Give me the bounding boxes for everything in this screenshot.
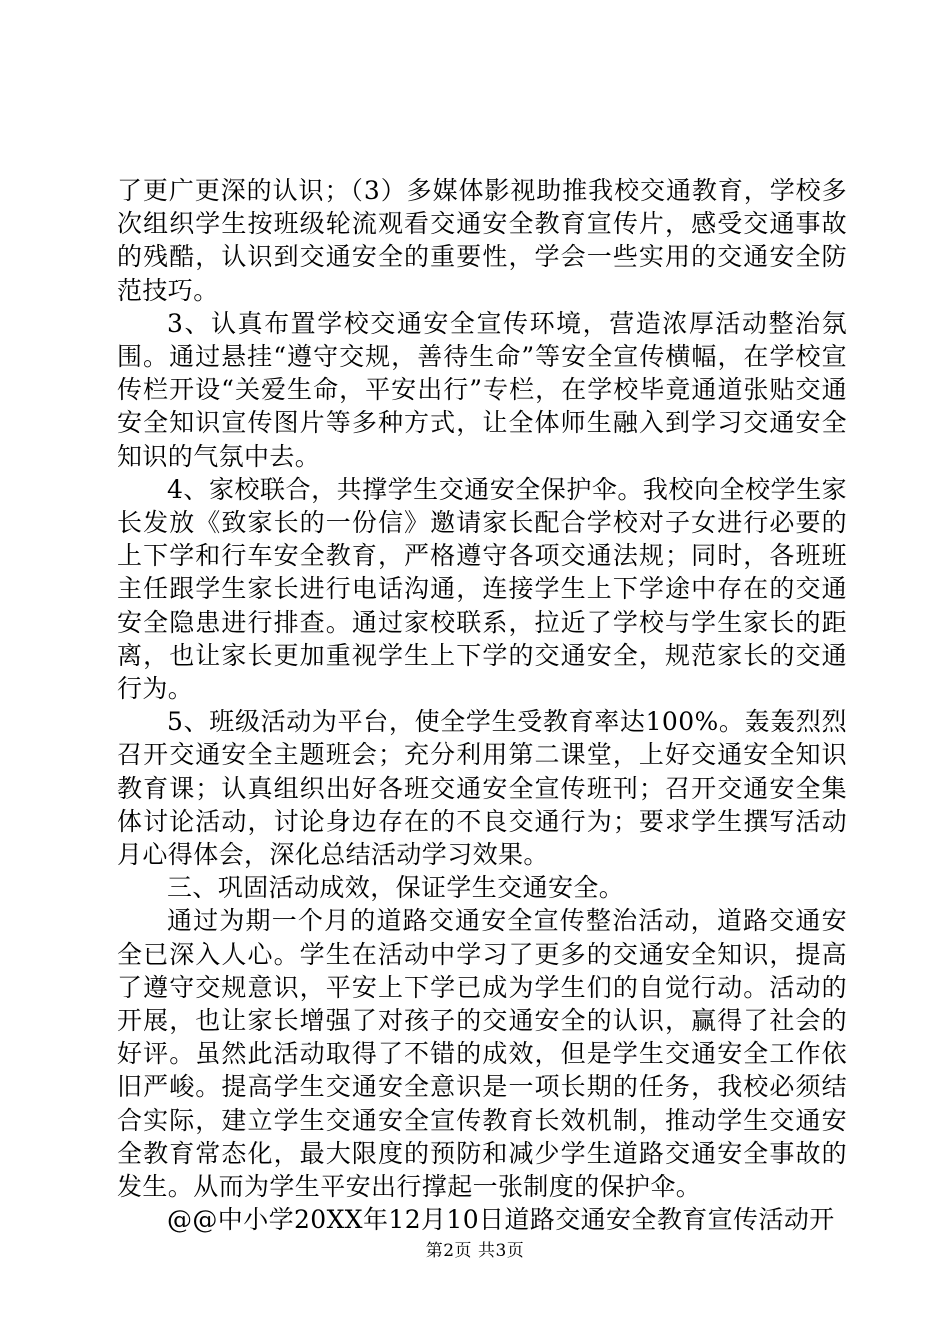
paragraph-signature: @@中小学20XX年12月10日道路交通安全教育宣传活动开 xyxy=(167,1205,835,1235)
paragraph-continuation: 了更广更深的认识；（3）多媒体影视助推我校交通教育，学校多次组织学生按班级轮流观看交通安全教育宣传片，感受交通事故的残酷，认识到交通安全的重要性，学会一些实用的交通安全防范技巧。 xyxy=(117,176,847,305)
paragraph-item-5: 5、班级活动为平台，使全学生受教育率达100%。轰轰烈烈召开交通安全主题班会；充分利用第二课堂，上好交通安全知识教育课；认真组织出好各班交通安全宣传班刊；召开交通安全集体讨论活动，讨论身边存在的不良交通行为；要求学生撰写活动月心得体会，深化总结活动学习效果。 xyxy=(117,707,847,870)
paragraph-item-3: 3、认真布置学校交通安全宣传环境，营造浓厚活动整治氛围。通过悬挂“遵守交规，善待生命”等安全宣传横幅，在学校宣传栏开设“关爱生命，平安出行”专栏，在学校毕竟通道张贴交通安全知识宣传图片等多种方式，让全体师生融入到学习交通安全知识的气氛中去。 xyxy=(117,308,847,471)
page-number-footer: 第2页 共3页 xyxy=(425,1241,525,1261)
paragraph-item-4: 4、家校联合，共撑学生交通安全保护伞。我校向全校学生家长发放《致家长的一份信》邀请家长配合学校对子女进行必要的上下学和行车安全教育，严格遵守各项交通法规；同时，各班班主任跟学生家长进行电话沟通，连接学生上下学途中存在的交通安全隐患进行排查。通过家校联系，拉近了学校与学生家长的距离，也让家长更加重视学生上下学的交通安全，规范家长的交通行为。 xyxy=(117,474,847,704)
document-body xyxy=(117,174,847,1237)
section-heading: 三、巩固活动成效，保证学生交通安全。 xyxy=(167,873,625,903)
paragraph-summary: 通过为期一个月的道路交通安全宣传整治活动，道路交通安全已深入人心。学生在活动中学习了更多的交通安全知识，提高了遵守交规意识，平安上下学已成为学生们的自觉行动。活动的开展，也让家长增强了对孩子的交通安全的认识，赢得了社会的好评。虽然此活动取得了不错的成效，但是学生交通安全工作依旧严峻。提高学生交通安全意识是一项长期的任务，我校必须结合实际，建立学生交通安全宣传教育长效机制，推动学生交通安全教育常态化，最大限度的预防和减少学生道路交通安全事故的发生。从而为学生平安出行撑起一张制度的保护伞。 xyxy=(117,906,847,1202)
